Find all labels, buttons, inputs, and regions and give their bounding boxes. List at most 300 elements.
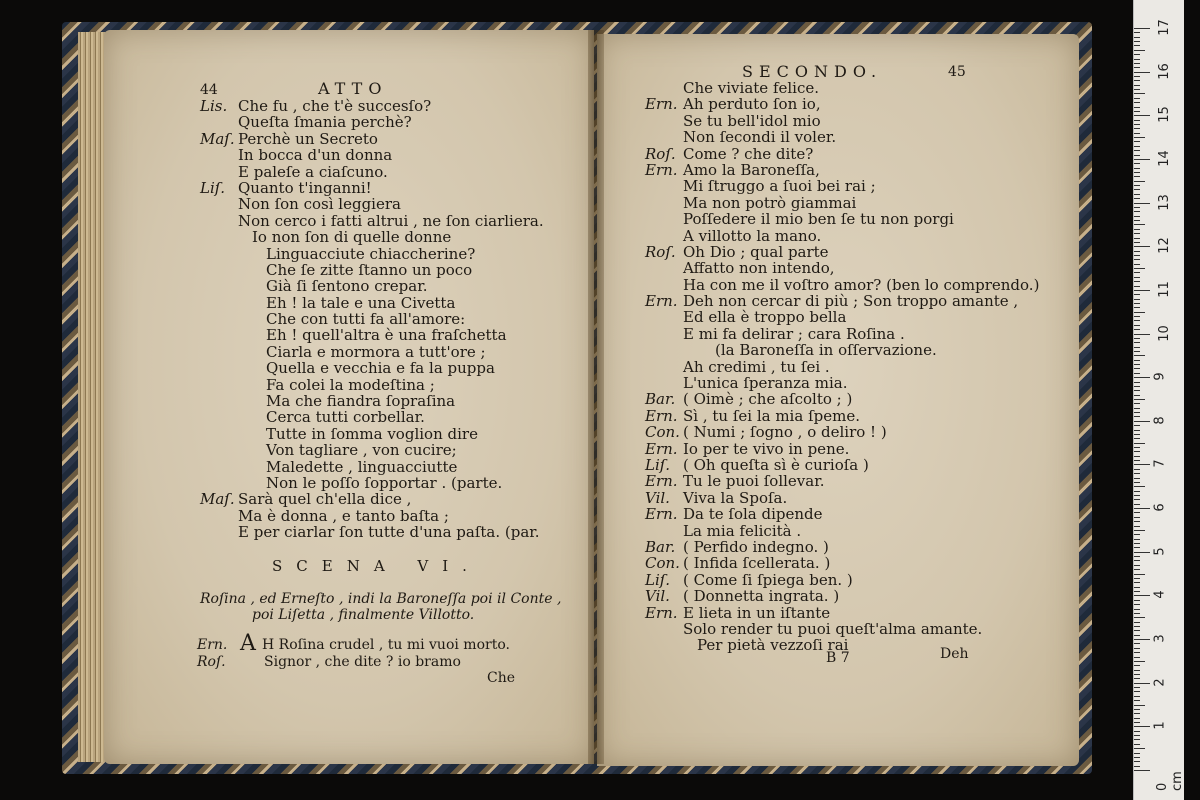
ruler-tick xyxy=(1134,146,1140,147)
speaker-label: Ern. xyxy=(645,472,678,491)
line-text: L'unica ſperanza mia. xyxy=(683,374,848,393)
ruler-tick xyxy=(1134,150,1140,151)
speaker-label: Vil. xyxy=(645,587,670,606)
line-text: E per ciarlar ſon tutte d'una paſta. (par. xyxy=(238,523,540,542)
ruler-tick xyxy=(1134,705,1145,706)
text-line xyxy=(645,342,1039,358)
line-text: ( Numi ; ſogno , o deliro ! ) xyxy=(683,423,887,442)
line-text: Amo la Baroneſſa, xyxy=(683,160,820,179)
ruler-tick xyxy=(1134,63,1140,64)
line-text: Io per te vivo in pene. xyxy=(683,439,850,458)
ruler-tick xyxy=(1134,242,1140,243)
ruler-tick xyxy=(1134,731,1140,732)
ruler-tick xyxy=(1134,334,1150,335)
right-running-head: SECONDO. xyxy=(742,62,883,81)
ruler-tick xyxy=(1134,565,1140,566)
ruler-tick xyxy=(1134,307,1140,308)
text-line xyxy=(645,260,1039,276)
ruler-label: 14 xyxy=(1156,150,1172,167)
ruler-label: 1 xyxy=(1152,721,1168,730)
ruler-tick xyxy=(1134,766,1140,767)
ruler-tick xyxy=(1134,412,1140,413)
ruler-tick xyxy=(1134,373,1140,374)
ruler-tick xyxy=(1134,478,1140,479)
ruler-tick xyxy=(1134,159,1150,160)
speaker-label: Bar. xyxy=(645,390,676,409)
ruler-tick xyxy=(1134,512,1140,513)
line-text: Già ſi ſentono crepar. xyxy=(266,277,428,296)
ruler-tick xyxy=(1134,443,1145,444)
ruler-tick xyxy=(1134,722,1140,723)
ruler-tick xyxy=(1134,434,1140,435)
line-text: Linguacciute chiaccherine? xyxy=(266,244,476,263)
text-line xyxy=(200,131,544,147)
ruler-tick xyxy=(1134,399,1145,400)
ruler-tick xyxy=(1134,574,1145,575)
speaker-label: Roſ. xyxy=(645,242,676,261)
ruler-tick xyxy=(1134,473,1140,474)
ruler-label: 12 xyxy=(1156,237,1172,255)
line-text: Ah credimi , tu ſei . xyxy=(683,357,830,376)
ruler-tick xyxy=(1134,246,1150,247)
text-line xyxy=(645,457,1039,473)
line-text: Solo render tu puoi queſt'alma amante. xyxy=(683,619,983,638)
ruler-tick xyxy=(1134,220,1140,221)
measurement-ruler xyxy=(1133,0,1184,800)
line-text: Eh ! quell'altra è una fraſchetta xyxy=(266,326,507,345)
line-text: Non ſecondi il voler. xyxy=(683,128,837,147)
speaker-label: Liſ. xyxy=(645,455,671,474)
ruler-tick xyxy=(1134,390,1140,391)
text-line xyxy=(645,211,1039,227)
ruler-tick xyxy=(1134,495,1140,496)
line-text: (la Baroneſſa in oſſervazione. xyxy=(715,341,937,360)
text-line xyxy=(200,98,544,114)
speaker-label: Maſ. xyxy=(200,490,235,509)
ruler-label: 7 xyxy=(1152,459,1168,469)
ruler-tick xyxy=(1134,233,1140,234)
ruler-tick xyxy=(1134,430,1140,431)
ruler-tick xyxy=(1134,347,1140,348)
ruler-tick xyxy=(1134,107,1140,108)
text-line xyxy=(200,311,544,327)
ruler-tick xyxy=(1134,460,1140,461)
ruler-tick xyxy=(1134,403,1140,404)
text-line xyxy=(645,293,1039,309)
line-text: Tu le puoi ſollevar. xyxy=(683,472,825,491)
right-page-text xyxy=(645,80,1039,654)
speaker-label: Liſ. xyxy=(200,178,226,197)
ruler-tick xyxy=(1134,259,1140,260)
ruler-tick xyxy=(1134,687,1140,688)
text-line xyxy=(645,96,1039,112)
ruler-tick xyxy=(1134,281,1140,282)
text-line xyxy=(645,490,1039,506)
ruler-tick xyxy=(1134,600,1140,601)
line-text: Viva la Spoſa. xyxy=(683,488,788,507)
ruler-tick xyxy=(1134,120,1140,121)
left-running-head: ATTO xyxy=(318,79,388,98)
catchword: Che xyxy=(487,670,516,686)
ruler-label: 10 xyxy=(1156,324,1172,342)
line-text: E lieta in un iſtante xyxy=(683,603,831,622)
text-line xyxy=(200,508,544,524)
ruler-tick xyxy=(1134,382,1140,383)
text-line xyxy=(200,426,544,442)
text-line xyxy=(645,146,1039,162)
text-line xyxy=(645,605,1039,621)
line-text: Che ſe zitte ſtanno un poco xyxy=(266,260,473,279)
ruler-tick xyxy=(1134,753,1140,754)
text-line xyxy=(200,295,544,311)
text-line xyxy=(200,262,544,278)
line-text: Da te ſola dipende xyxy=(683,505,823,524)
ruler-tick xyxy=(1134,360,1140,361)
ruler-label: 16 xyxy=(1156,62,1172,80)
line-text: ( Infida ſcellerata. ) xyxy=(683,554,831,573)
ruler-tick xyxy=(1134,408,1140,409)
ruler-tick xyxy=(1134,41,1140,42)
line-text: Oh Dio ; qual parte xyxy=(683,242,829,261)
speaker-label: Con. xyxy=(645,554,680,573)
ruler-tick xyxy=(1134,168,1140,169)
ruler-tick xyxy=(1134,80,1140,81)
text-line xyxy=(200,442,544,458)
persons-line: poi Liſetta , finalmente Villotto. xyxy=(252,607,475,624)
line-text: Eh ! la tale e una Civetta xyxy=(266,293,456,312)
ruler-tick xyxy=(1134,648,1140,649)
ruler-tick xyxy=(1134,320,1140,321)
dialogue-line: Signor , che dite ? io bramo xyxy=(264,654,461,670)
ruler-tick xyxy=(1134,770,1150,771)
ruler-tick xyxy=(1134,499,1140,500)
ruler-label: 3 xyxy=(1152,634,1168,643)
line-text: Ah perduto ſon io, xyxy=(683,95,821,114)
ruler-tick xyxy=(1134,368,1140,369)
line-text: Quanto t'inganni! xyxy=(238,178,372,197)
line-text: Io non ſon di quelle donne xyxy=(252,228,452,247)
line-text: In bocca d'un donna xyxy=(238,146,393,165)
line-text: Mi ſtruggo a ſuoi bei rai ; xyxy=(683,177,876,196)
ruler-tick xyxy=(1134,207,1140,208)
text-line xyxy=(200,114,544,130)
text-line xyxy=(200,327,544,343)
line-text: ( Oimè ; che aſcolto ; ) xyxy=(683,390,853,409)
ruler-tick xyxy=(1134,264,1140,265)
ruler-tick xyxy=(1134,674,1140,675)
ruler-label: 6 xyxy=(1152,503,1168,512)
ruler-tick xyxy=(1134,54,1140,55)
text-line xyxy=(200,229,544,245)
text-line xyxy=(645,424,1039,440)
ruler-tick xyxy=(1134,290,1150,291)
line-text: ( Perfido indegno. ) xyxy=(683,537,829,556)
ruler-tick xyxy=(1134,447,1140,448)
speaker-label: Roſ. xyxy=(197,654,226,670)
ruler-tick xyxy=(1134,89,1140,90)
ruler-tick xyxy=(1134,700,1140,701)
ruler-tick xyxy=(1134,137,1145,138)
ruler-tick xyxy=(1134,530,1145,531)
ruler-tick xyxy=(1134,547,1140,548)
speaker-label: Ern. xyxy=(645,505,678,524)
line-text: A villotto la mano. xyxy=(683,226,822,245)
ruler-tick xyxy=(1134,338,1140,339)
text-line xyxy=(645,523,1039,539)
ruler-tick xyxy=(1134,504,1140,505)
ruler-tick xyxy=(1134,181,1145,182)
dialogue-line: H Roſina crudel , tu mi vuoi morto. xyxy=(262,637,510,653)
speaker-label: Liſ. xyxy=(645,570,671,589)
line-text: Ma non potrò giammai xyxy=(683,193,857,212)
ruler-tick xyxy=(1134,277,1140,278)
line-text: E mi fa delirar ; cara Roſina . xyxy=(683,324,905,343)
text-line xyxy=(645,621,1039,637)
scene-title: SCENA VI. xyxy=(272,557,481,575)
line-text: Ma è donna , e tanto baſta ; xyxy=(238,506,449,525)
ruler-label: 17 xyxy=(1156,19,1172,36)
text-line xyxy=(645,228,1039,244)
ruler-label: 4 xyxy=(1152,590,1168,600)
ruler-tick xyxy=(1134,657,1140,658)
text-line xyxy=(200,491,544,507)
text-line xyxy=(645,162,1039,178)
ruler-label: 15 xyxy=(1156,106,1172,124)
ruler-tick xyxy=(1134,286,1140,287)
ruler-tick xyxy=(1134,517,1140,518)
ruler-tick xyxy=(1134,72,1150,73)
ruler-tick xyxy=(1134,726,1150,727)
ruler-tick xyxy=(1134,744,1140,745)
ruler-tick xyxy=(1134,224,1145,225)
ruler-tick xyxy=(1134,757,1140,758)
text-line xyxy=(645,195,1039,211)
ruler-tick xyxy=(1134,560,1140,561)
line-text: Queſta ſmania perchè? xyxy=(238,113,412,132)
ruler-label: 11 xyxy=(1156,281,1172,298)
line-text: Non cerco i fatti altrui , ne ſon ciarliera. xyxy=(238,211,544,230)
ruler-tick xyxy=(1134,556,1140,557)
ruler-tick xyxy=(1134,50,1145,51)
line-text: Perchè un Secreto xyxy=(238,129,378,148)
ruler-tick xyxy=(1134,115,1150,116)
ruler-tick xyxy=(1134,661,1145,662)
text-line xyxy=(645,391,1039,407)
ruler-tick xyxy=(1134,626,1140,627)
line-text: Non le poſſo ſopportar . (parte. xyxy=(266,473,503,492)
ruler-tick xyxy=(1134,216,1140,217)
ruler-tick xyxy=(1134,735,1140,736)
line-text: Se tu bell'idol mio xyxy=(683,111,821,130)
line-text: Ma che fiandra ſopraſina xyxy=(266,392,456,411)
line-text: E paleſe a ciaſcuno. xyxy=(238,162,388,181)
scene-persons xyxy=(200,591,561,624)
catchword: Deh xyxy=(940,646,969,662)
ruler-tick xyxy=(1134,578,1140,579)
ruler-tick xyxy=(1134,211,1140,212)
ruler-tick xyxy=(1134,469,1140,470)
ruler-tick xyxy=(1134,622,1140,623)
ruler-tick xyxy=(1134,229,1140,230)
ruler-tick xyxy=(1134,683,1150,684)
line-text: Cerca tutti corbellar. xyxy=(266,408,425,427)
line-text: Come ? che dite? xyxy=(683,144,814,163)
ruler-tick xyxy=(1134,670,1140,671)
line-text: Maledette , linguacciutte xyxy=(266,457,458,476)
ruler-tick xyxy=(1134,299,1140,300)
persons-line: Roſina , ed Erneſto , indi la Baroneſſa poi il Conte , xyxy=(200,591,562,607)
line-text: Ha con me il voſtro amor? (ben lo comprendo.) xyxy=(683,275,1040,294)
speaker-label: Ern. xyxy=(645,160,678,179)
ruler-tick xyxy=(1134,521,1140,522)
text-line xyxy=(645,375,1039,391)
ruler-tick xyxy=(1134,652,1140,653)
ruler-tick xyxy=(1134,238,1140,239)
line-text: ( Oh queſta sì è curioſa ) xyxy=(683,455,869,474)
text-line xyxy=(200,377,544,393)
text-line xyxy=(645,572,1039,588)
line-text: Non ſon così leggiera xyxy=(238,195,401,214)
ruler-tick xyxy=(1134,491,1140,492)
ruler-tick xyxy=(1134,176,1140,177)
ruler-tick xyxy=(1134,351,1140,352)
right-page-number: 45 xyxy=(948,64,966,80)
ruler-tick xyxy=(1134,133,1140,134)
ruler-tick xyxy=(1134,185,1140,186)
ruler-tick xyxy=(1134,630,1140,631)
ruler-tick xyxy=(1134,665,1140,666)
ruler-tick xyxy=(1134,364,1140,365)
ruler-tick xyxy=(1134,268,1145,269)
text-line xyxy=(645,326,1039,342)
ruler-label: 5 xyxy=(1152,547,1168,556)
text-line xyxy=(645,244,1039,260)
ruler-tick xyxy=(1134,713,1140,714)
ruler-tick xyxy=(1134,438,1140,439)
ruler-tick xyxy=(1134,102,1140,103)
text-line xyxy=(645,113,1039,129)
line-text: Che con tutti fa all'amore: xyxy=(266,310,466,329)
ruler-tick xyxy=(1134,552,1150,553)
ruler-tick xyxy=(1134,425,1140,426)
text-line xyxy=(645,441,1039,457)
ruler-tick xyxy=(1134,76,1140,77)
ruler-tick xyxy=(1134,718,1140,719)
ruler-tick xyxy=(1134,395,1140,396)
ruler-tick xyxy=(1134,691,1140,692)
ruler-tick xyxy=(1134,421,1150,422)
ruler-tick xyxy=(1134,111,1140,112)
drop-capital: A xyxy=(240,631,256,656)
ruler-tick xyxy=(1134,696,1140,697)
book-gutter xyxy=(588,30,604,764)
ruler-tick xyxy=(1134,67,1140,68)
ruler-tick xyxy=(1134,416,1140,417)
speaker-label: Lis. xyxy=(200,97,228,115)
line-text: Tutte in ſomma voglion dire xyxy=(266,424,478,443)
speaker-label: Ern. xyxy=(197,637,228,653)
ruler-tick xyxy=(1134,194,1140,195)
line-text: Sì , tu ſei la mia ſpeme. xyxy=(683,406,860,425)
ruler-tick xyxy=(1134,386,1140,387)
ruler-tick xyxy=(1134,98,1140,99)
speaker-label: Ern. xyxy=(645,439,678,458)
text-line xyxy=(200,393,544,409)
ruler-tick xyxy=(1134,251,1140,252)
ruler-tick xyxy=(1134,609,1140,610)
ruler-tick xyxy=(1134,342,1140,343)
speaker-label: Maſ. xyxy=(200,129,235,148)
left-page-text xyxy=(200,98,544,541)
ruler-tick xyxy=(1134,456,1140,457)
speaker-label: Roſ. xyxy=(645,144,676,163)
ruler-tick xyxy=(1134,316,1140,317)
text-line xyxy=(645,588,1039,604)
speaker-label: Vil. xyxy=(645,488,670,507)
ruler-tick xyxy=(1134,569,1140,570)
ruler-tick xyxy=(1134,272,1140,273)
ruler-tick xyxy=(1134,643,1140,644)
ruler-tick xyxy=(1134,464,1150,465)
line-text: Quella e vecchia e fa la puppa xyxy=(266,359,495,378)
text-line xyxy=(200,147,544,163)
ruler-tick xyxy=(1134,639,1150,640)
text-line xyxy=(200,164,544,180)
text-line xyxy=(200,360,544,376)
ruler-tick xyxy=(1134,85,1140,86)
signature-mark: B 7 xyxy=(826,650,850,666)
text-line xyxy=(645,555,1039,571)
ruler-tick xyxy=(1134,128,1140,129)
ruler-tick xyxy=(1134,355,1145,356)
ruler-tick xyxy=(1134,155,1140,156)
line-text: Fa colei la modeſtina ; xyxy=(266,375,435,394)
left-page-number: 44 xyxy=(200,82,218,98)
line-text: Affatto non intendo, xyxy=(683,259,835,278)
line-text: Per pietà vezzoſi rai xyxy=(697,636,849,655)
ruler-tick xyxy=(1134,526,1140,527)
text-line xyxy=(200,196,544,212)
text-line xyxy=(645,178,1039,194)
text-line xyxy=(645,473,1039,489)
ruler-tick xyxy=(1134,591,1140,592)
text-line xyxy=(200,409,544,425)
text-line xyxy=(200,459,544,475)
ruler-tick xyxy=(1134,539,1140,540)
text-line xyxy=(200,475,544,491)
text-line xyxy=(645,506,1039,522)
line-text: Von tagliare , von cucire; xyxy=(266,441,457,460)
ruler-tick xyxy=(1134,617,1145,618)
ruler-tick xyxy=(1134,255,1140,256)
text-line xyxy=(645,539,1039,555)
text-line xyxy=(200,524,544,540)
ruler-tick xyxy=(1134,198,1140,199)
text-line xyxy=(645,309,1039,325)
speaker-label: Ern. xyxy=(645,95,678,114)
line-text: Poſſedere il mio ben ſe tu non porgi xyxy=(683,210,954,229)
ruler-tick xyxy=(1134,37,1140,38)
ruler-tick xyxy=(1134,595,1150,596)
ruler-label: 9 xyxy=(1152,372,1168,381)
ruler-tick xyxy=(1134,59,1140,60)
line-text: Ciarla e mormora a tutt'ore ; xyxy=(266,342,486,361)
ruler-tick xyxy=(1134,604,1140,605)
speaker-label: Ern. xyxy=(645,292,678,311)
line-text: ( Come ſi ſpiega ben. ) xyxy=(683,570,853,589)
text-line xyxy=(200,213,544,229)
ruler-tick xyxy=(1134,377,1150,378)
